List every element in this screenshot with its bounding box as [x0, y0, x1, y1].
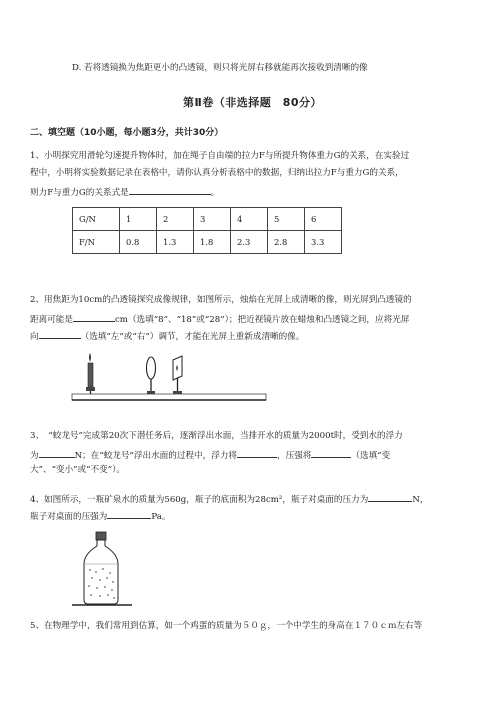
- q2-line-3: [30, 329, 304, 343]
- option-d: D. 若将透镜换为焦距更小的凸透镜，则只将光屏右移就能再次接收到清晰的像: [72, 63, 368, 73]
- q3-line-2-c: ，压强将: [277, 451, 312, 461]
- water-bottle-icon: [84, 532, 118, 604]
- q4-line-2: [30, 509, 170, 523]
- table-cell: 5: [268, 208, 305, 231]
- light-screen-icon: [173, 356, 182, 394]
- table-cell: G/N: [73, 208, 120, 231]
- q2-answer-blank-1[interactable]: [73, 312, 115, 322]
- table-cell: 6: [305, 208, 342, 231]
- table-cell: 2: [157, 208, 194, 231]
- section-header: 二、填空题（10小题，每小题3分，共计30分）: [30, 128, 224, 138]
- table-cell: 1: [120, 208, 157, 231]
- q4-line-2-suffix: Pa。: [151, 512, 171, 522]
- q1-line-1: 1、小明探究用滑轮匀速提升物体时，加在绳子自由端的拉力F与所提升物体重力G的关系，在实验过: [30, 151, 410, 161]
- q3-line-2-b: N；在“蛟龙号”浮出水面的过程中，浮力将: [74, 451, 238, 461]
- q2-line-3-suffix: （选填“左”或“右”）调节，才能在光屏上重新成清晰的像。: [80, 332, 305, 342]
- q4-answer-blank-1[interactable]: [368, 492, 412, 502]
- water-bottle-figure: [70, 528, 134, 610]
- table-cell: 1.8: [194, 231, 231, 254]
- q2-line-3-prefix: 向: [30, 332, 39, 342]
- q1-line-3-suffix: 。: [210, 188, 220, 198]
- q4-line-2-prefix: 瓶子对桌面的压强为: [30, 512, 108, 522]
- table-cell: 3: [194, 208, 231, 231]
- q1-line-2: 程中，小明将实验数据记录在表格中，请你认真分析表格中的数据，归纳出拉力F与重力G的关系，: [30, 168, 404, 178]
- q1-line-3-prefix: 则力F与重力G的关系式是: [30, 188, 129, 198]
- table-cell: 2.3: [231, 231, 268, 254]
- table-row: [73, 231, 342, 254]
- optical-bench-figure: [70, 346, 270, 412]
- table-cell: 4: [231, 208, 268, 231]
- table-cell: 2.8: [268, 231, 305, 254]
- q3-line-2-d: （选填“变: [351, 451, 391, 461]
- q5-line-1: 5、在物理学中，我们常用到估算，如一个鸡蛋的质量为５０ｇ，一个中学生的身高在１７０ｃｍ左右等: [30, 621, 423, 631]
- q3-line-3: 大”、“变小”或“不变”）。: [30, 465, 126, 475]
- table-cell: 1.3: [157, 231, 194, 254]
- q2-line-2-prefix: 距离可能是: [30, 315, 73, 325]
- q2-line-1: 2、用焦距为10cm的凸透镜探究成像规律，如图所示，烛焰在光屏上成清晰的像，则光屏到凸透镜的: [30, 295, 412, 305]
- q3-answer-blank-1[interactable]: [39, 448, 75, 458]
- q3-line-1: 3、 “蛟龙号”完成第20次下潜任务后，逐渐浮出水面，当排开水的质量为2000t时，受到水的浮力: [30, 431, 403, 441]
- q3-line-2: [30, 448, 390, 462]
- q3-line-2-a: 为: [30, 451, 39, 461]
- bench-rail: [72, 394, 266, 400]
- convex-lens-icon: [147, 357, 156, 394]
- q1-answer-blank[interactable]: [129, 185, 211, 195]
- q2-answer-blank-2[interactable]: [39, 329, 81, 339]
- q4-line-1-suffix: N，: [412, 495, 429, 505]
- q4-line-1-prefix: 4、如图所示，一瓶矿泉水的质量为560g，瓶子的底面积为28cm²，瓶子对桌面的压力为: [30, 495, 369, 505]
- part-title: 第Ⅱ卷（非选择题 80分）: [183, 96, 323, 109]
- table-row: [73, 208, 342, 231]
- q3-answer-blank-3[interactable]: [311, 448, 351, 458]
- q1-data-table: [72, 207, 342, 254]
- q2-line-2-suffix: cm（选填“8”、“18”或“28”）；把近视镜片放在蜡烛和凸透镜之间，应将光屏: [114, 315, 410, 325]
- table-cell: F/N: [73, 231, 120, 254]
- q1-line-3: [30, 185, 219, 199]
- q3-answer-blank-2[interactable]: [237, 448, 277, 458]
- candle-icon: [86, 353, 95, 394]
- q4-line-1: [30, 492, 428, 506]
- q4-answer-blank-2[interactable]: [107, 509, 151, 519]
- table-cell: 3.3: [305, 231, 342, 254]
- q2-line-2: [30, 312, 409, 326]
- table-cell: 0.8: [120, 231, 157, 254]
